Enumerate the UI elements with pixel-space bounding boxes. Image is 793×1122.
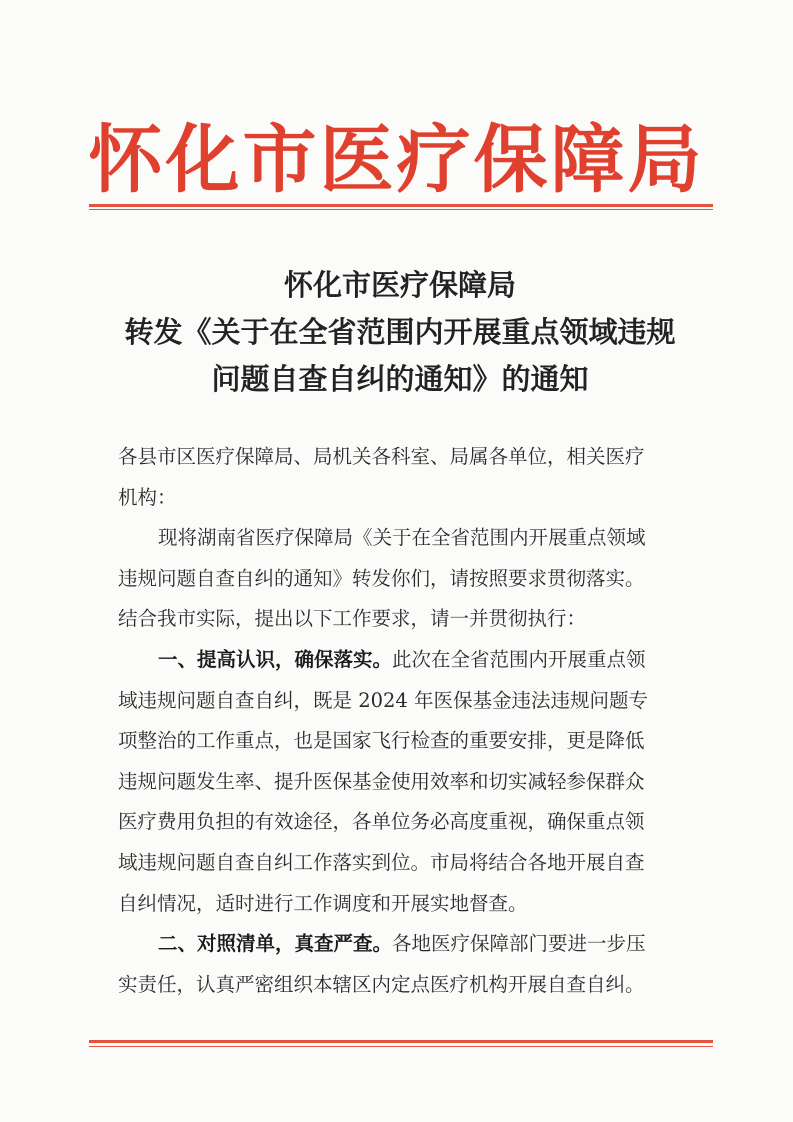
- section-2-heading: 二、对照清单，真查严查。: [158, 932, 393, 956]
- paragraph-1-line-3: 结合我市实际，提出以下工作要求，请一并贯彻执行：: [118, 607, 587, 631]
- paragraph-1-line-1: 现将湖南省医疗保障局《关于在全省范围内开展重点领域: [158, 526, 646, 550]
- title-line-2: 转发《关于在全省范围内开展重点领域违规: [124, 315, 676, 349]
- recipients-line-2: 机构：: [118, 485, 177, 509]
- section-1-line-1-text: 此次在全省范围内开展重点领: [392, 647, 646, 671]
- section-1-line-5: 医疗费用负担的有效途径，各单位务必高度重视，确保重点领: [118, 810, 645, 834]
- section-1-line-4: 违规问题发生率、提升医保基金使用效率和切实减轻参保群众: [118, 769, 645, 793]
- section-2-line-2: 实责任，认真严密组织本辖区内定点医疗机构开展自查自纠。: [118, 972, 645, 996]
- document-body: [118, 437, 688, 1005]
- masthead-rule-thick: [89, 204, 713, 207]
- section-2-line-1: [118, 924, 688, 965]
- masthead-rule-thin: [89, 209, 713, 210]
- title-line-3: 问题自查自纠的通知》的通知: [211, 362, 589, 396]
- footer-rule-thick: [89, 1040, 713, 1043]
- section-1-line-1: [118, 640, 688, 681]
- section-1-line-6: 域违规问题自查自纠工作落实到位。市局将结合各地开展自查: [118, 850, 645, 874]
- recipients-line-1: 各县市区医疗保障局、局机关各科室、局属各单位，相关医疗: [118, 445, 645, 468]
- section-2-line-1-text: 各地医疗保障部门要进一步压: [392, 932, 646, 956]
- masthead-title: 怀化市医疗保障局: [88, 117, 705, 203]
- section-1-line-7: 自纠情况，适时进行工作调度和开展实地督查。: [118, 891, 528, 915]
- section-1-line-3: 项整治的工作重点，也是国家飞行检查的重要安排，更是降低: [118, 729, 645, 753]
- title-line-1: 怀化市医疗保障局: [283, 268, 516, 302]
- paragraph-1-line-2: 违规问题自查自纠的通知》转发你们，请按照要求贯彻落实。: [118, 566, 645, 590]
- section-1-heading: 一、提高认识，确保落实。: [158, 647, 393, 671]
- section-1-line-2: 域违规问题自查自纠，既是 2024 年医保基金违法违规问题专: [118, 688, 649, 712]
- document-title: [90, 262, 710, 403]
- footer-rule-thin: [89, 1046, 713, 1047]
